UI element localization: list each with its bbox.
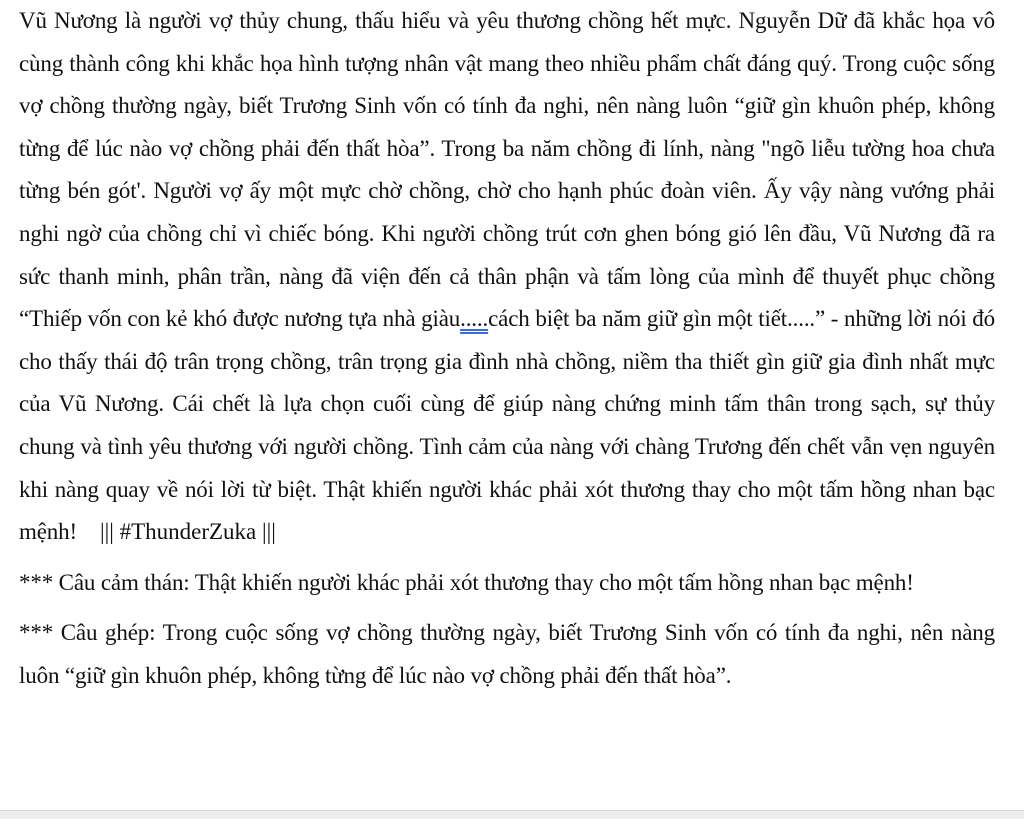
document-body[interactable]: [19, 0, 995, 698]
paragraph-compound-sentence: *** Câu ghép: Trong cuộc sống vợ chồng thường ngày, biết Trương Sinh vốn có tính đa nghi, nên nàng luôn “giữ gìn khuôn phép, không từng để lúc nào vợ chồng phải đến thất hòa”.: [19, 620, 995, 688]
paragraph-vu-nuong-analysis: [19, 0, 995, 554]
author-signature: ||| #ThunderZuka |||: [77, 519, 276, 545]
paragraph-text-part-2: cách biệt ba năm giữ gìn một tiết.....” - những lời nói đó cho thấy thái độ trân trọng chồng, trân trọng gia đình nhà chồng, niềm tha thiết gìn giữ gia đình nhất mực của Vũ Nương. Cái chết là lựa chọn cuối cùng để giúp nàng chứng minh tấm thân trong sạch, sự thủy chung và tình yêu thương với người chồng. Tình cảm của nàng với chàng Trương đến chết vẫn vẹn nguyên khi nàng quay về nói lời từ biệt. Thật khiến người khác phải xót thương thay cho một tấm hồng nhan bạc mệnh!: [19, 306, 995, 545]
spellcheck-flagged-text[interactable]: .....: [460, 306, 489, 332]
paragraph-text-part-1: Vũ Nương là người vợ thủy chung, thấu hiểu và yêu thương chồng hết mực. Nguyễn Dữ đã khắc họa vô cùng thành công khi khắc họa hình tượng nhân vật mang theo nhiều phẩm chất đáng quý. Trong cuộc sống vợ chồng thường ngày, biết Trương Sinh vốn có tính đa nghi, nên nàng luôn “giữ gìn khuôn phép, không từng để lúc nào vợ chồng phải đến thất hòa”. Trong ba năm chồng đi lính, nàng "ngõ liễu tường hoa chưa từng bén gót'. Người vợ ấy một mực chờ chồng, chờ cho hạnh phúc đoàn viên. Ấy vậy nàng vướng phải nghi ngờ của chồng chỉ vì chiếc bóng. Khi người chồng trút cơn ghen bóng gió lên đầu, Vũ Nương đã ra sức thanh minh, phân trần, nàng đã viện đến cả thân phận và tấm lòng của mình để thuyết phục chồng “Thiếp vốn con kẻ khó được nương tựa nhà giàu: [19, 8, 995, 332]
horizontal-scrollbar[interactable]: [0, 810, 1024, 819]
paragraph-exclamatory-sentence: *** Câu cảm thán: Thật khiến người khác phải xót thương thay cho một tấm hồng nhan bạc mệnh!: [19, 569, 914, 595]
